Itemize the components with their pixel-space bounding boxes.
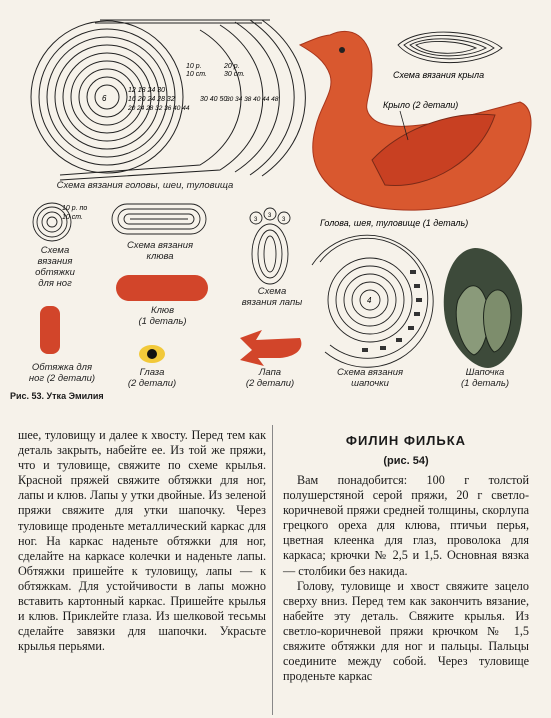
hat-scheme [312, 235, 433, 367]
wing-scheme-caption: Схема вязания крыла [393, 70, 485, 80]
spiral-row2-label: 16 20 24 28 32 [128, 96, 175, 103]
spiral-r3-label: 20 р. [224, 63, 240, 70]
section-subtitle: (рис. 54) [383, 455, 429, 467]
spiral-r1-label: 10 р. [186, 63, 202, 70]
spiral-r2-label: 10 ст. [186, 71, 207, 78]
beak-scheme [112, 204, 206, 234]
wing-caption: Крыло (2 детали) [383, 100, 459, 110]
spiral-r4-label: 30 ст. [224, 71, 245, 78]
svg-text:3: 3 [282, 217, 286, 223]
right-paragraph-1: Вам понадобится: 100 г толстой полушерстяной серой пряжи, 20 г светло-коричневой пряжи средней толщины, скорлупа грецкого ореха для клюва, птичьи перья, цветная клеенка для глаз, проволока для каркаса; крючки № 2,5 и 1,5. Основная вязка — столбики без накида. [283, 473, 529, 578]
head-body-scheme-caption: Схема вязания головы, шеи, туловища [56, 180, 234, 191]
paw-part [240, 330, 301, 366]
spiral-far-label: 30 40 50 [200, 96, 228, 103]
section-title: ФИЛИН ФИЛЬКА [345, 433, 467, 448]
eyes-caption: Глаза (2 детали) [127, 367, 177, 389]
wing-scheme [398, 32, 502, 63]
paw-caption: Лапа (2 детали) [245, 367, 295, 389]
beak-caption: Клюв (1 деталь) [138, 305, 187, 327]
hat-center-label: 4 [367, 296, 372, 305]
svg-text:3: 3 [254, 217, 258, 223]
spiral-center-label: 6 [102, 94, 107, 103]
left-text-column [18, 428, 266, 654]
left-paragraph: шее, туловищу и далее к хвосту. Перед тем как деталь закрыть, набейте ее. Из той же пряжи, что и туловище, свяжите по схеме крылья. Красной пряжей свяжите обтяжки для ног, лапы и клюв. Лапы у утки двойные. Из зеленой пряжи свяжите для утки шапочку. Через туловище проденьте металлический каркас для ног. На каркас наденьте обтяжки для ног, сделайте на каркасе колечки и наденьте лапы. Обтяжки пришейте к туловищу, лапы — к обтяжкам. Для устойчивости в лапы можно вставить картонный каркас. Пришейте крылья и клюв. Приклейте глаза. Из шелковой тесьмы сделайте завязки для шапочки. Украсьте крылья перьями. [18, 428, 266, 654]
spiral-far2-label: 30 34 38 40 44 48 [226, 96, 279, 103]
hat-caption: Шапочка (1 деталь) [460, 367, 509, 389]
leg-spiral-label-2: 10 ст. [62, 214, 83, 221]
spiral-row1-label: 12 18 24 30 [128, 87, 165, 94]
leg-cover-caption: Обтяжка для ног (2 детали) [28, 362, 96, 384]
right-text-column [283, 473, 529, 684]
spiral-row3-label: 20 24 28 32 36 40 44 [128, 105, 190, 112]
svg-text:3: 3 [268, 213, 272, 219]
beak-scheme-caption: Схема вязания клюва [126, 240, 194, 262]
leg-spiral-label-1: 10 р. по [62, 205, 88, 212]
leg-cover-scheme-caption: Схема вязания обтяжки для ног [35, 245, 75, 289]
hat-part [444, 248, 522, 368]
duck-body-caption: Голова, шея, туловище (1 деталь) [320, 218, 469, 228]
beak-part [116, 275, 208, 301]
column-divider [272, 425, 273, 715]
duck-body-figure [300, 31, 531, 210]
hat-scheme-caption: Схема вязания шапочки [336, 367, 404, 389]
figure-title: Рис. 53. Утка Эмилия [10, 391, 104, 401]
leg-cover-part [40, 306, 60, 354]
paw-scheme-caption: Схема вязания лапы [241, 286, 303, 308]
right-paragraph-2: Голову, туловище и хвост свяжите зацело сверху вниз. Перед тем как закончить вязание, набейте эту деталь. Свяжите крылья. Из светло-коричневой пряжи крючком № 1,5 свяжите обтяжки для ног и пальцы. Пальцы соедините между собой. Через туловище проденьте каркас [283, 578, 529, 684]
